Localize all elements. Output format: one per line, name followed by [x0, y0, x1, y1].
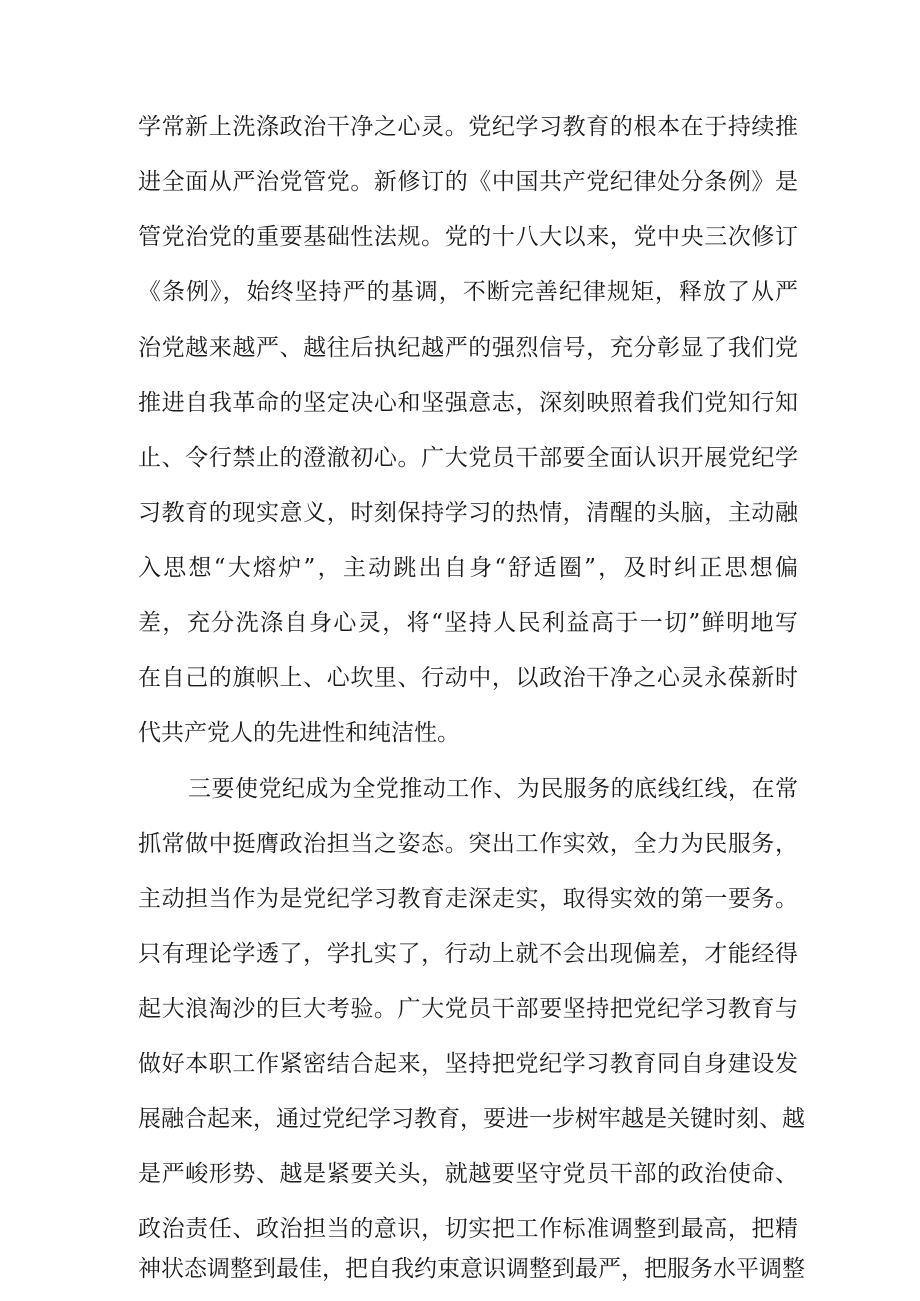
paragraph-2-line-3: 主动担当作为是党纪学习教育走深走实，取得实效的第一要务。	[138, 886, 798, 912]
paragraph-1-line-1: 学常新上洗涤政治干净之心灵。党纪学习教育的根本在于持续推	[138, 114, 798, 140]
paragraph-2-line-7: 展融合起来，通过党纪学习教育，要进一步树牢越是关键时刻、越	[138, 1106, 805, 1132]
paragraph-1-line-8: 习教育的现实意义，时刻保持学习的热情，清醒的头脑，主动融	[138, 500, 798, 526]
paragraph-2-line-6: 做好本职工作紧密结合起来，坚持把党纪学习教育同自身建设发	[138, 1051, 798, 1077]
paragraph-1-line-5: 治党越来越严、越往后执纪越严的强烈信号，充分彰显了我们党	[138, 335, 798, 361]
paragraph-1-line-2: 进全面从严治党管党。新修订的《中国共产党纪律处分条例》是	[138, 169, 798, 195]
paragraph-1-line-6: 推进自我革命的坚定决心和坚强意志，深刻映照着我们党知行知	[138, 390, 798, 416]
paragraph-2-line-2: 抓常做中挺膺政治担当之姿态。突出工作实效，全力为民服务，	[138, 831, 798, 857]
paragraph-1-line-10: 差，充分洗涤自身心灵，将“坚持人民利益高于一切”鲜明地写	[138, 610, 798, 636]
paragraph-1-line-12: 代共产党人的先进性和纯洁性。	[138, 720, 460, 746]
paragraph-2-line-1: 三要使党纪成为全党推动工作、为民服务的底线红线，在常	[188, 776, 798, 802]
paragraph-2-line-4: 只有理论学透了，学扎实了，行动上就不会出现偏差，才能经得	[138, 941, 798, 967]
paragraph-2-line-5: 起大浪淘沙的巨大考验。广大党员干部要坚持把党纪学习教育与	[138, 996, 798, 1022]
paragraph-2-line-10: 神状态调整到最佳，把自我约束意识调整到最严，把服务水平调整	[138, 1256, 805, 1282]
paragraph-1-line-3: 管党治党的重要基础性法规。党的十八大以来，党中央三次修订	[138, 224, 798, 250]
paragraph-2-line-8: 是严峻形势、越是紧要关头，就越要坚守党员干部的政治使命、	[138, 1161, 798, 1187]
paragraph-1-line-4: 《条例》，始终坚持严的基调，不断完善纪律规矩，释放了从严	[138, 279, 798, 305]
paragraph-1-line-11: 在自己的旗帜上、心坎里、行动中，以政治干净之心灵永葆新时	[138, 665, 798, 691]
paragraph-1-line-7: 止、令行禁止的澄澈初心。广大党员干部要全面认识开展党纪学	[138, 445, 798, 471]
paragraph-2-line-9: 政治责任、政治担当的意识，切实把工作标准调整到最高，把精	[138, 1216, 798, 1242]
paragraph-1-line-9: 入思想“大熔炉”，主动跳出自身“舒适圈”，及时纠正思想偏	[138, 555, 798, 581]
